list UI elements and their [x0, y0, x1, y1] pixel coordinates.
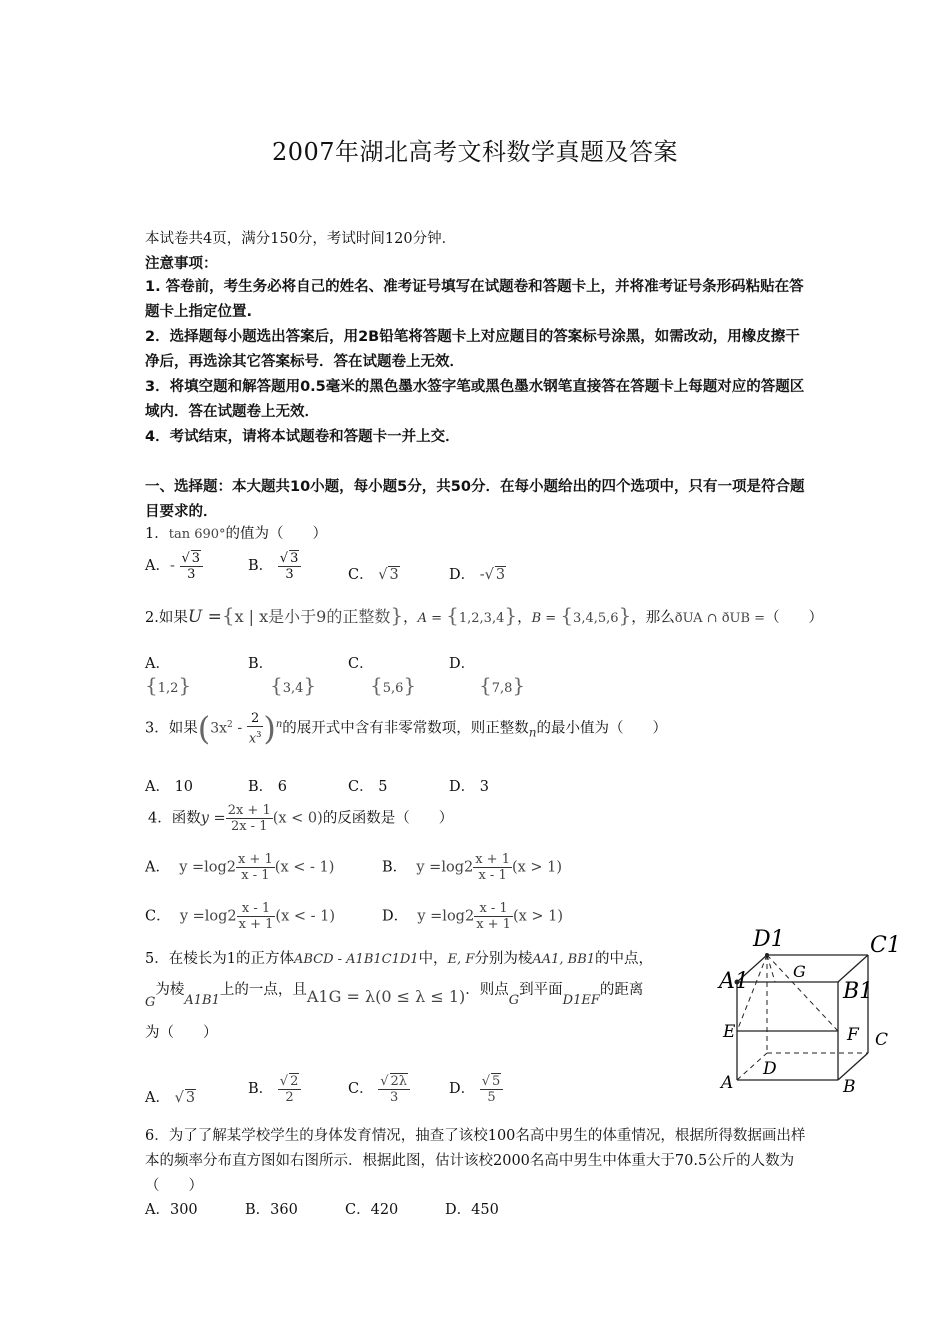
label-a: A: [721, 1073, 734, 1093]
q4-fraction: [226, 803, 273, 834]
q4-a-cond: (x < - 1): [274, 859, 335, 876]
q2-option-c: C． {5,6}: [348, 656, 417, 697]
q4-label-c: C．: [145, 908, 171, 925]
q2-b: B =: [531, 611, 561, 626]
cube-figure: [715, 920, 905, 1105]
label-c1: C1: [870, 933, 901, 958]
q2-opt-a: 1,2: [157, 681, 179, 696]
label-g: G: [793, 962, 806, 981]
q1-label-b: B．: [248, 558, 274, 574]
q5-c-den: 3: [389, 1090, 399, 1105]
q1-label-c: C．: [348, 567, 374, 583]
q2-sep2: ，: [517, 610, 532, 626]
q6-option-b: B．360: [245, 1202, 298, 1218]
q4-c-num: x - 1: [237, 901, 276, 917]
q3-option-b: B． 6: [248, 779, 287, 795]
q2-u-set: x | x是小于9的正整数: [234, 607, 391, 626]
q5-ef: E, F: [447, 952, 475, 967]
q4-c-den: x + 1: [238, 917, 274, 932]
q5-label-d: D．: [449, 1081, 476, 1097]
q2-label-c: C．: [348, 656, 374, 672]
q1-option-d: D． -√ 3: [449, 567, 506, 583]
q4-a-num: x + 1: [238, 852, 273, 867]
page-title: 2007年湖北高考文科数学真题及答案: [271, 138, 679, 166]
q2-pre: 如果: [158, 610, 188, 626]
q4-b-cond: (x > 1): [511, 859, 563, 876]
q1-option-a: [145, 550, 203, 582]
q4-option-c: [145, 901, 335, 932]
q3-minus: -: [232, 720, 247, 737]
q5-d-den: 5: [487, 1090, 496, 1105]
q4-option-b: [382, 852, 562, 883]
q3-power: n: [275, 718, 283, 730]
q2-a-set: 1,2,3,4: [458, 611, 505, 626]
question-5-line-2: [145, 978, 644, 1010]
q4-d-log: y =log2: [417, 908, 475, 925]
notice-heading: 注意事项：: [145, 256, 218, 272]
q3-f-num: 2: [247, 711, 263, 727]
q5-g: G: [145, 995, 156, 1010]
q4-cond: (x < 0): [272, 810, 323, 827]
q4-f-den: 2x - 1: [230, 819, 268, 834]
question-5-line-1: [145, 948, 653, 971]
q2-then: ，那么: [631, 610, 675, 626]
q4-b-num: x + 1: [475, 852, 510, 867]
q5-option-d: D． $\frac{√ 5}{5}$: [449, 1073, 503, 1105]
q5-cube: ABCD - A1B1C1D1: [293, 952, 419, 967]
q1-number: 1．: [145, 526, 169, 542]
q5-b-num: 2: [290, 1074, 299, 1089]
q4-a-log: y =log2: [179, 859, 237, 876]
q6-option-a: A．300: [145, 1202, 198, 1218]
q3-f-exp: 3: [256, 730, 262, 739]
q2-opt-d: 7,8: [491, 681, 513, 696]
q1-b-den: 3: [285, 567, 294, 582]
question-4: [148, 803, 453, 834]
question-3: 3．如果($3x^2$ - $\frac{2}{x^3}$ )$^n$的展开式中含有非零常数项，则正整数$_n$的最小值为（ ）: [145, 709, 668, 748]
q3-option-d: D． 3: [449, 779, 489, 795]
question-1: [145, 523, 327, 546]
q1-a-num: 3: [191, 551, 201, 566]
notice-4: 4．考试结束，请将本试题卷和答题卡一并上交．: [145, 429, 460, 445]
q4-option-a: [145, 852, 334, 883]
q1-a-den: 3: [187, 567, 196, 582]
q5-a1b1: A1B1: [184, 993, 220, 1008]
label-f: F: [847, 1025, 859, 1045]
q5-label-c: C．: [348, 1081, 374, 1097]
q5-edges: AA1, BB1: [532, 952, 596, 967]
q3-base: 3x: [210, 720, 228, 737]
q2-opt-b: 3,4: [282, 681, 304, 696]
q4-b-log: y =log2: [416, 859, 474, 876]
q2-option-a: A． {1,2}: [145, 656, 192, 697]
label-d1: D1: [753, 927, 785, 952]
q2-label-a: A．: [145, 656, 170, 672]
q5-label-a: A．: [145, 1090, 170, 1106]
q4-label-a: A．: [145, 859, 170, 876]
q4-b-den: x - 1: [478, 868, 507, 883]
q5-label-b: B．: [248, 1081, 274, 1097]
q2-label-b: B．: [248, 656, 274, 672]
q2-a: A =: [417, 611, 447, 626]
q5-b-den: 2: [285, 1090, 294, 1105]
q2-expression: ðUA ∩ ðUB =: [674, 611, 766, 626]
q2-number: 2.: [145, 610, 159, 626]
q3-number: 3．如果: [145, 720, 198, 737]
q3-f-den: x: [248, 731, 257, 747]
q4-d-num: x - 1: [474, 901, 513, 917]
q5-line2-e: 的距离: [599, 982, 644, 998]
q4-pre: 函数: [171, 810, 201, 827]
q2-label-d: D．: [449, 656, 476, 672]
q3-option-c: C． 5: [348, 779, 388, 795]
q5-line2-a: 为棱: [155, 982, 185, 998]
q3-n: n: [528, 725, 537, 740]
label-e: E: [723, 1022, 736, 1042]
q4-d-den: x + 1: [476, 917, 511, 932]
question-5-line-3: 为（ ）: [145, 1025, 218, 1041]
q4-c-log: y =log2: [179, 908, 237, 925]
q5-line1-b: 中，: [418, 951, 448, 967]
q4-c-cond: (x < - 1): [275, 908, 336, 925]
question-2: 2.如果U ={x | x是小于9的正整数}，A = {1,2,3,4}，B = {3,4,5,6}，那么ðUA ∩ ðUB =（ ）: [145, 603, 824, 627]
q1-a-sign: -: [169, 558, 175, 574]
label-d: D: [763, 1059, 777, 1079]
q1-label-d: D．: [449, 567, 476, 583]
q2-sep1: ，: [403, 610, 418, 626]
q5-line2-b: 上的一点，且: [219, 982, 307, 998]
q5-line1-c: 分别为棱: [474, 951, 533, 967]
q1-stem: 的值为（ ）: [225, 526, 328, 542]
q1-b-fraction: $\frac{√ 3}{3}$: [278, 550, 302, 582]
q1-d-sign: -: [479, 567, 485, 583]
q6-option-d: D．450: [445, 1202, 499, 1218]
q5-g2: G: [508, 993, 520, 1008]
q1-label-a: A．: [145, 558, 170, 574]
label-a1: A1: [719, 969, 749, 994]
q5-line2-c: ．则点: [465, 982, 509, 998]
q1-expression: tan 690°: [168, 527, 226, 542]
q2-u: U =: [187, 607, 222, 627]
q5-plane: D1EF: [562, 993, 600, 1008]
q5-option-b: B． $\frac{√ 2}{2}$: [248, 1073, 301, 1105]
q1-option-b: [248, 550, 301, 582]
q1-d-val: 3: [495, 567, 506, 583]
q4-label-d: D．: [382, 908, 409, 925]
notice-1: 1. 答卷前，考生务必将自己的姓名、准考证号填写在试题卷和答题卡上，并将准考证号条形码粘贴在答题卡上指定位置.: [145, 279, 804, 320]
q4-f-num: 2x + 1: [227, 803, 271, 818]
section-1-heading: 一、选择题：本大题共10小题，每小题5分，共50分．在每小题给出的四个选项中，只有一项是符合题目要求的．: [145, 479, 805, 520]
q3-stem-2: 的最小值为（ ）: [536, 720, 668, 737]
q5-line1-d: 的中点，: [595, 951, 654, 967]
q1-option-c: C． √ 3: [348, 567, 399, 583]
q1-b-num: 3: [290, 551, 299, 566]
q4-d-cond: (x > 1): [512, 908, 564, 925]
q5-c-num: 2λ: [390, 1074, 408, 1089]
label-c: C: [875, 1030, 889, 1050]
notice-3: 3．将填空题和解答题用0.5毫米的黑色墨水签字笔或黑色墨水钢笔直接答在答题卡上每题对应的答题区域内．答在试题卷上无效．: [145, 379, 805, 420]
q3-stem: 的展开式中含有非零常数项，则正整数: [282, 720, 529, 737]
q5-line2-d: 到平面: [519, 982, 563, 998]
label-b1: B1: [843, 979, 874, 1004]
q2-option-b: B． {3,4}: [248, 656, 317, 697]
q3-exp: 2: [227, 719, 233, 730]
q2-b-set: 3,4,5,6: [573, 611, 619, 626]
q2-opt-c: 5,6: [382, 681, 404, 696]
question-6: 6．为了了解某学校学生的身体发育情况，抽查了该校100名高中男生的体重情况，根据所得数据画出样本的频率分布直方图如右图所示．根据此图，估计该校2000名高中男生中体重大于70.5公斤的人数为（ ）: [145, 1128, 806, 1194]
q4-label-b: B．: [382, 859, 408, 876]
q5-option-c: C． $\frac{√ 2\lambda}{3}$: [348, 1073, 410, 1105]
q3-fraction: [247, 711, 263, 746]
q6-option-c: C．420: [345, 1202, 399, 1218]
q4-y: y =: [200, 810, 226, 827]
notice-2: 2．选择题每小题选出答案后，用2B铅笔将答题卡上对应题目的答案标号涂黑，如需改动，用橡皮擦干净后，再选涂其它答案标号．答在试题卷上无效．: [145, 329, 800, 370]
q4-number: 4．: [148, 810, 172, 827]
q1-c-val: 3: [389, 567, 399, 583]
q1-a-fraction: $\frac{√ 3}{3}$: [180, 550, 204, 582]
q4-a-den: x - 1: [241, 868, 270, 883]
q2-option-d: D． {7,8}: [449, 656, 526, 697]
q5-line1-a: 5．在棱长为1的正方体: [145, 951, 294, 967]
q5-d-num: 5: [492, 1074, 501, 1089]
label-b: B: [843, 1077, 856, 1097]
q5-option-a: A． √ 3: [145, 1090, 196, 1106]
intro-text: 本试卷共4页，满分150分，考试时间120分钟．: [145, 231, 457, 247]
q2-paren: （ ）: [765, 610, 824, 626]
q3-option-a: A． 10: [145, 779, 194, 795]
q4-option-d: [382, 901, 563, 932]
q5-a-val: 3: [185, 1090, 196, 1106]
q5-cond: A1G = λ(0 ≤ λ ≤ 1): [306, 987, 466, 1006]
q4-stem: 的反函数是（ ）: [322, 810, 454, 827]
